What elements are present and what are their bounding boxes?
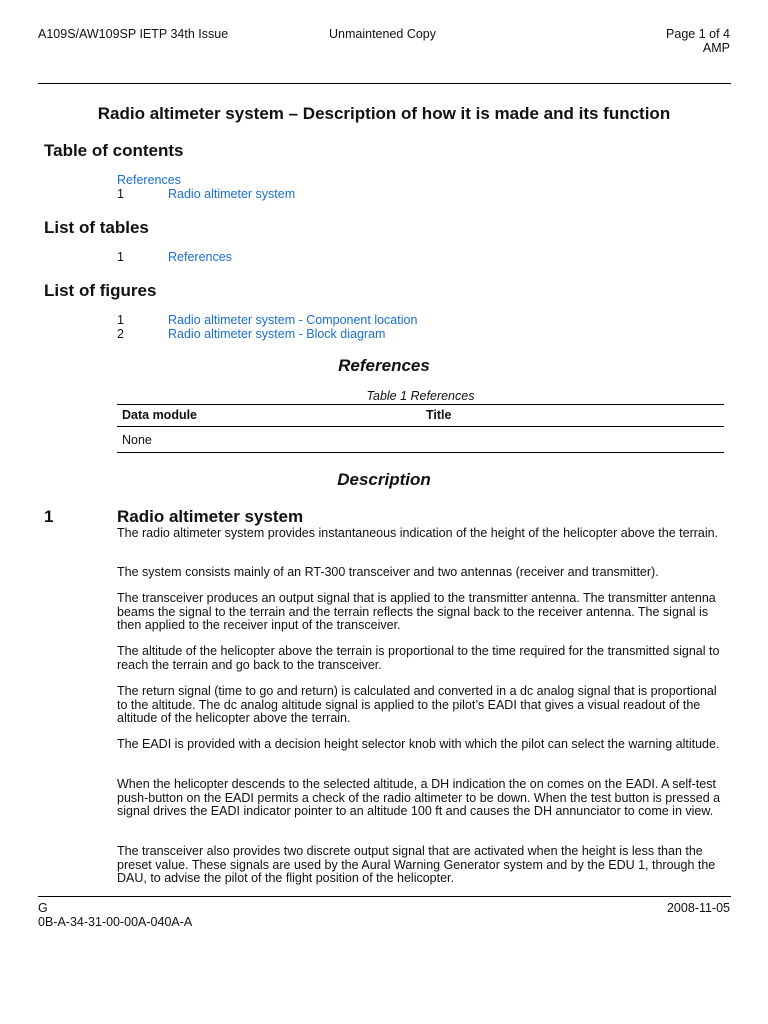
paragraph: The EADI is provided with a decision height selector knob with which the pilot can select the warning altitude. xyxy=(117,737,720,751)
figure-entry-number: 2 xyxy=(117,327,124,341)
table-top-rule xyxy=(117,404,724,405)
page-title: Radio altimeter system – Description of how it is made and its function xyxy=(97,104,671,123)
data-module-code: 0B-A-34-31-00-00A-040A-A xyxy=(38,915,193,929)
description-heading: Description xyxy=(337,470,431,489)
figure-link-component-location[interactable]: Radio altimeter system - Component location xyxy=(168,313,418,327)
toc-heading: Table of contents xyxy=(44,141,184,160)
footer-divider xyxy=(38,896,731,897)
paragraph: When the helicopter descends to the selected altitude, a DH indication the on comes on the EADI. A self-test push-button on the EADI permits a check of the radio altimeter to be down. When the test button is pressed a signal drives the EADI indicator pointer to an altitude 100 ft and causes the DH annunciator to come in view. xyxy=(117,777,721,818)
toc-entry-number: 1 xyxy=(117,187,124,201)
section-title: Radio altimeter system xyxy=(117,507,304,526)
table-bottom-rule xyxy=(117,452,724,453)
figure-link-block-diagram[interactable]: Radio altimeter system - Block diagram xyxy=(168,327,386,341)
toc-link-references[interactable]: References xyxy=(117,173,181,187)
paragraph: The transceiver also provides two discrete output signal that are activated when the height is less than the preset value. These signals are used by the Aural Warning Generator system and by the EDU 1, through the DAU, to advise the pilot of the flight position of the helicopter. xyxy=(117,844,716,885)
paragraph: The transceiver produces an output signal that is applied to the transmitter antenna. The transmitter antenna beams the signal to the terrain and the terrain reflects the signal back to the receiver antenna. The signal is then applied to the receiver input of the transceiver. xyxy=(117,591,716,632)
section-number: 1 xyxy=(44,507,54,526)
paragraph: The radio altimeter system provides instantaneous indication of the height of the helicopter above the terrain. xyxy=(117,526,719,540)
issue-date: 2008-11-05 xyxy=(666,901,730,915)
copy-status: Unmaintened Copy xyxy=(329,27,437,41)
column-header-data-module: Data module xyxy=(122,408,198,422)
paragraph: The return signal (time to go and return) is calculated and converted in a dc analog signal that is proportional to the altitude. The dc analog altitude signal is applied to the pilot’s EADI that gives a visual readout of the altitude of the helicopter above the terrain. xyxy=(117,684,717,725)
header-divider xyxy=(38,83,731,84)
paragraph: The system consists mainly of an RT-300 transceiver and two antennas (receiver and transmitter). xyxy=(117,565,659,579)
figures-list-heading: List of figures xyxy=(44,281,157,300)
issue-code: G xyxy=(38,901,48,915)
toc-link-radio-altimeter-system[interactable]: Radio altimeter system xyxy=(168,187,296,201)
table-entry-number: 1 xyxy=(117,250,124,264)
paragraph: The altitude of the helicopter above the terrain is proportional to the time required for the transmitted signal to reach the terrain and go back to the transceiver. xyxy=(117,644,720,672)
table-cell-data-module: None xyxy=(122,433,152,447)
column-header-title: Title xyxy=(426,408,452,422)
figure-entry-number: 1 xyxy=(117,313,124,327)
page-number: Page 1 of 4 xyxy=(666,27,730,41)
doc-id: A109S/AW109SP IETP 34th Issue xyxy=(38,27,229,41)
tables-list-heading: List of tables xyxy=(44,218,149,237)
table-header-rule xyxy=(117,426,724,427)
manual-type: AMP xyxy=(702,41,730,55)
table-caption: Table 1 References xyxy=(366,389,475,403)
references-heading: References xyxy=(338,356,430,375)
table-link-references[interactable]: References xyxy=(168,250,232,264)
